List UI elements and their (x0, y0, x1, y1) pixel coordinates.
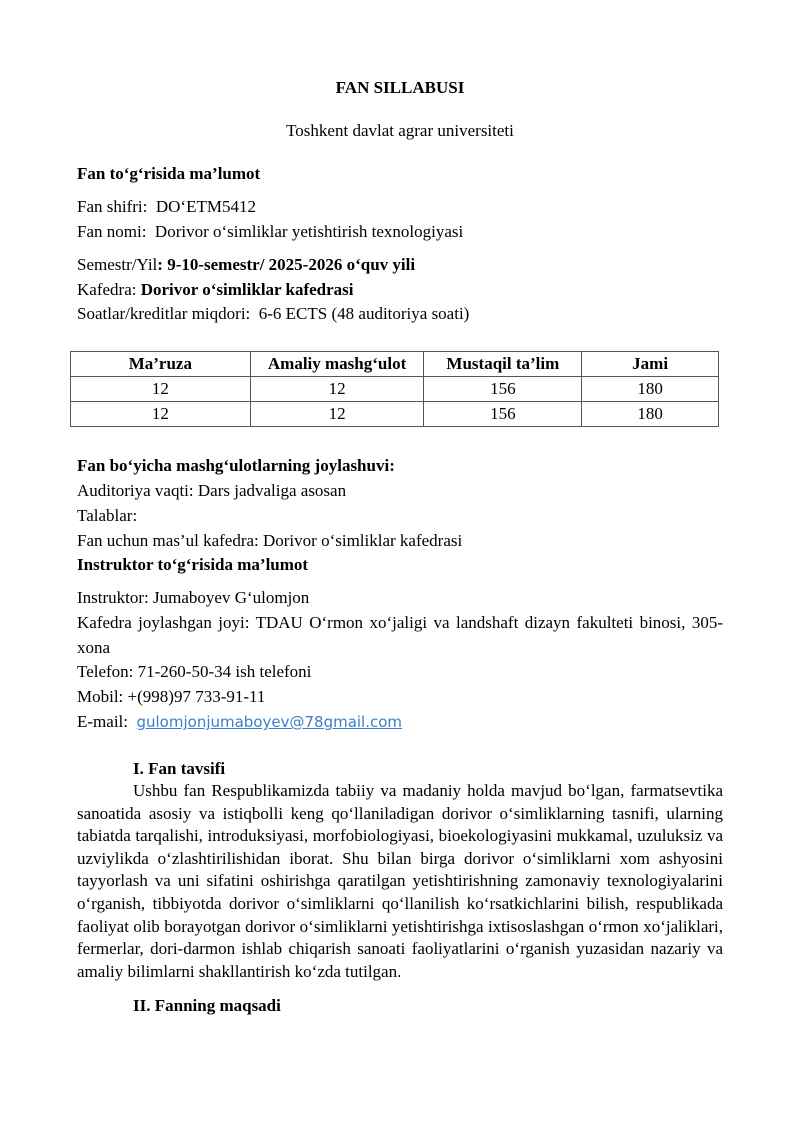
table-row (71, 402, 719, 427)
course-name-line (77, 222, 463, 242)
course-code-label: Fan shifri: (77, 197, 148, 216)
table-header-cell: Mustaqil ta’lim (424, 352, 582, 377)
table-cell: 180 (582, 377, 719, 402)
table-header-cell: Ma’ruza (71, 352, 251, 377)
hours-table (70, 351, 719, 427)
hours-label: Soatlar/kreditlar miqdori: (77, 304, 251, 323)
table-cell: 156 (424, 377, 582, 402)
university-name: Toshkent davlat agrar universiteti (286, 121, 514, 140)
section-1-body: Ushbu fan Respublikamizda tabiiy va madaniy holda mavjud bo‘lgan, farmatsevtika sanoatida asosiy va istiqbolli keng qo‘llaniladigan dorivor o‘simliklarning tasnifi, ularning tabiatda tarqalishi, introduksiyasi, morfobiologiyasi, bioekologiyasini mukkamal, uzuluksiz va uzviylikda o‘zlashtirilishidan iborat. Shu bilan birga dorivor o‘simliklarni xom ashyosini tayyorlash va uni sifatini oshirishga qaratilgan yetishtirishning zamonaviy texnologiyalarini o‘rganish, tibbiyotda dorivor o‘simliklarni qo‘llanilish ko‘rsatkichlarini bilish, respublikada faoliyat olib borayotgan dorivor o‘simliklarni yetishtirishga ixtisoslashgan o‘rmon xo‘jaliklari, fermerlar, dori-darmon ishlab chiqarish sanoati faoliyatlarini o‘rganish yuzasidan nazariy va amaliy bilimlarni shakllantirish ko‘zda tutilgan. (77, 781, 723, 981)
course-name-value: Dorivor o‘simliklar yetishtirish texnologiyasi (154, 222, 464, 241)
instructor-heading: Instruktor to‘g‘risida ma’lumot (77, 555, 309, 574)
email-link[interactable]: gulomjonjumaboyev@78gmail.com (136, 713, 403, 731)
department-value: Dorivor o‘simliklar kafedrasi (140, 280, 354, 299)
instructor-email-line (77, 712, 402, 732)
table-header-cell: Amaliy mashg‘ulot (250, 352, 424, 377)
instructor-name: Instruktor: Jumaboyev G‘ulomjon (77, 588, 310, 607)
email-label: E-mail: (77, 712, 128, 731)
instructor-mobile: Mobil: +(998)97 733-91-11 (77, 687, 266, 706)
course-name-label: Fan nomi: (77, 222, 147, 241)
table-cell: 12 (250, 377, 424, 402)
table-header-cell: Jami (582, 352, 719, 377)
section-2-heading: II. Fanning maqsadi (133, 996, 281, 1015)
course-code-value: DO‘ETM5412 (155, 197, 256, 216)
department-line (77, 280, 354, 300)
table-header-row (71, 352, 719, 377)
table-cell: 180 (582, 402, 719, 427)
instructor-location: Kafedra joylashgan joyi: TDAU O‘rmon xo‘jaligi va landshaft dizayn fakulteti binosi, 305-xona (77, 613, 723, 657)
table-row (71, 377, 719, 402)
table-cell: 12 (71, 377, 251, 402)
table-cell: 156 (424, 402, 582, 427)
auditorium-time: Auditoriya vaqti: Dars jadvaliga asosan (77, 481, 347, 500)
hours-line (77, 304, 469, 324)
course-code-line (77, 197, 256, 217)
section-1-heading: I. Fan tavsifi (133, 759, 226, 778)
instructor-phone: Telefon: 71-260-50-34 ish telefoni (77, 662, 312, 681)
semester-label: Semestr/Yil (77, 255, 158, 274)
schedule-heading: Fan bo‘yicha mashg‘ulotlarning joylashuvi: (77, 456, 395, 475)
responsible-department: Fan uchun mas’ul kafedra: Dorivor o‘simliklar kafedrasi (77, 531, 463, 550)
hours-value: 6-6 ECTS (48 auditoriya soati) (258, 304, 470, 323)
course-info-heading: Fan to‘g‘risida ma’lumot (77, 164, 261, 183)
table-cell: 12 (71, 402, 251, 427)
department-label: Kafedra: (77, 280, 137, 299)
requirements: Talablar: (77, 506, 138, 525)
semester-value: : 9-10-semestr/ 2025-2026 o‘quv yili (157, 255, 416, 274)
document-title: FAN SILLABUSI (335, 78, 465, 97)
semester-line (77, 255, 415, 275)
table-cell: 12 (250, 402, 424, 427)
